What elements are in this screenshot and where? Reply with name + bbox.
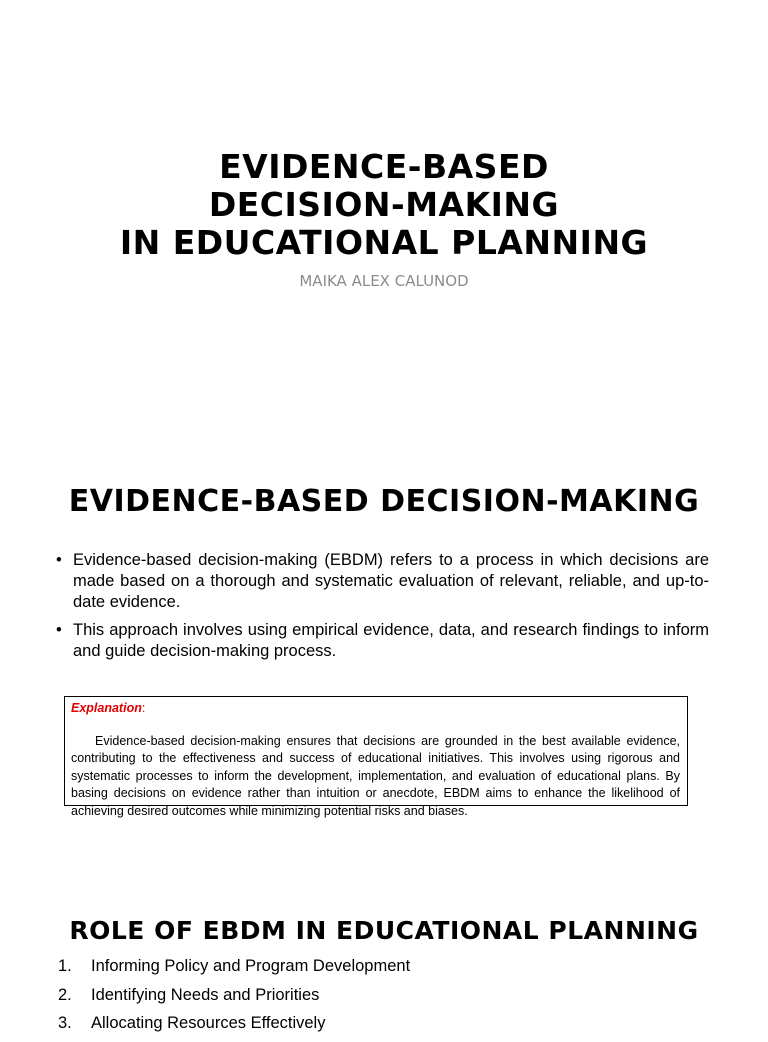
author-name: MAIKA ALEX CALUNOD [299, 272, 469, 290]
title-line: DECISION-MAKING [208, 185, 560, 224]
bullet-icon: • [56, 621, 62, 639]
title-line: EVIDENCE-BASED [219, 147, 549, 186]
explanation-text: Evidence-based decision-making ensures that decisions are grounded in the best available evidence, contributing to the effectiveness and success of educational initiatives. This involves using rigorous and systematic processes to inform the development, implementation, and evaluation of educational plans. By basing decisions on evidence rather than intuition or anecdote, EBDM aims to enhance the likelihood of achieving desired outcomes while minimizing potential risks and biases. [71, 734, 680, 818]
list-item [58, 956, 410, 977]
explanation-label-colon: : [141, 701, 146, 715]
list-item-text: Informing Policy and Program Development [91, 957, 411, 975]
list-number: 3. [58, 1014, 72, 1032]
list-item-text: Identifying Needs and Priorities [91, 985, 320, 1004]
title-line: IN EDUCATIONAL PLANNING [119, 223, 649, 262]
list-item [58, 985, 410, 1006]
explanation-box [64, 696, 688, 818]
role-slide [0, 880, 768, 1032]
list-number: 2. [58, 985, 72, 1004]
title-slide [0, 0, 768, 440]
presentation-title [0, 148, 768, 262]
explanation-label-text: Explanation [71, 701, 142, 715]
list-item-text: Allocating Resources Effectively [91, 1014, 326, 1032]
numbered-list [58, 956, 410, 1042]
ebdm-slide [0, 440, 768, 880]
bullet-list [56, 550, 709, 669]
bullet-icon: • [56, 551, 62, 569]
slide-title: EVIDENCE-BASED DECISION-MAKING [68, 484, 700, 519]
slide-title: ROLE OF EBDM IN EDUCATIONAL PLANNING [69, 916, 699, 945]
bullet-item [56, 620, 709, 662]
bullet-text: This approach involves using empirical evidence, data, and research findings to inform and guide decision-making process. [73, 621, 709, 660]
explanation-label [71, 701, 680, 715]
bullet-text: Evidence-based decision-making (EBDM) refers to a process in which decisions are made based on a thorough and systematic evaluation of relevant, reliable, and up-to-date evidence. [73, 551, 709, 611]
list-number: 1. [58, 957, 72, 975]
bullet-item [56, 550, 709, 613]
